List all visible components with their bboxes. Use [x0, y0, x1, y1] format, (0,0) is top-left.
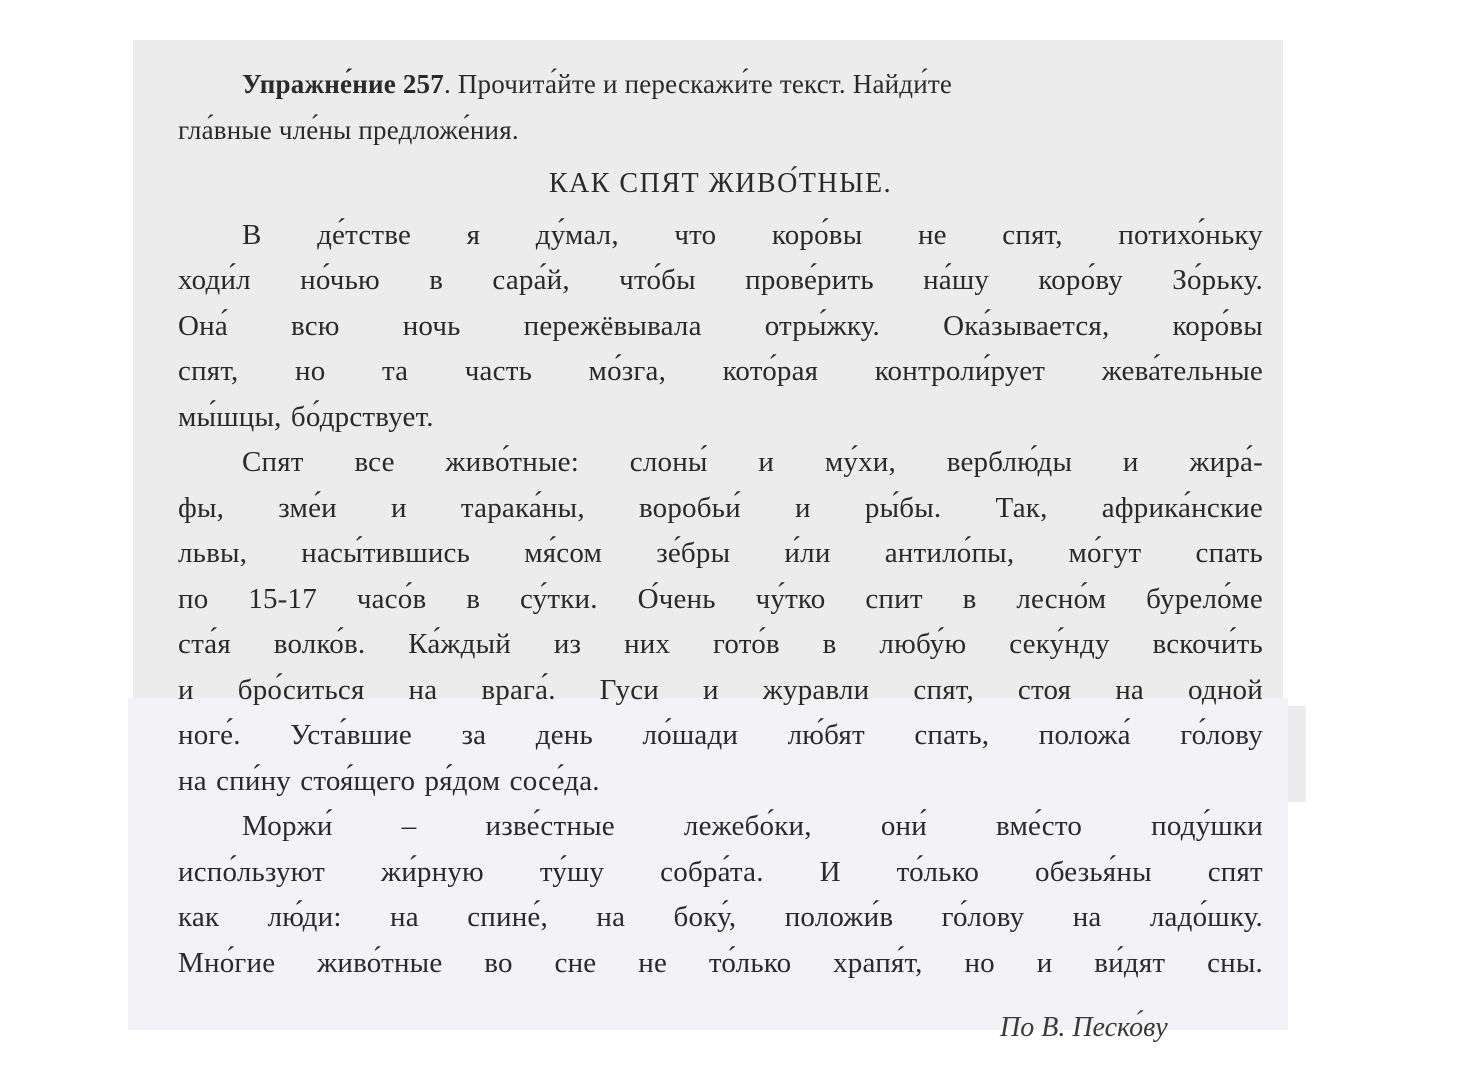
word: ту́шу — [539, 855, 605, 888]
word: спит — [865, 582, 923, 615]
word: спать, — [914, 719, 990, 751]
word: в — [822, 628, 837, 660]
word: но́чью — [300, 264, 380, 296]
word: бо́дрствует. — [290, 400, 434, 433]
word: кото́рая — [722, 355, 819, 387]
word: поду́шки — [1151, 810, 1263, 842]
word: ладо́шку. — [1149, 901, 1263, 933]
word: но — [964, 946, 995, 979]
word: лю́бят — [787, 719, 865, 751]
text-line — [178, 440, 1263, 486]
word: бурело́ме — [1146, 582, 1263, 615]
word: в — [429, 264, 444, 296]
word: волко́в. — [273, 628, 366, 660]
word: И — [819, 855, 841, 888]
text-line — [178, 895, 1263, 941]
text-title: КАК СПЯТ ЖИВО́ТНЫЕ. — [548, 168, 893, 199]
word: антило́пы, — [884, 537, 1015, 569]
word: пережёвывала — [523, 309, 702, 342]
exercise-instruction-1: . Прочита́йте и перескажи́те текст. Найди́те — [443, 69, 953, 99]
word: часть — [464, 355, 532, 387]
text-line — [178, 304, 1263, 350]
word: и — [1036, 946, 1053, 979]
word: по — [178, 582, 209, 615]
word: – — [401, 810, 417, 842]
word: верблю́ды — [946, 446, 1073, 478]
word: вме́сто — [996, 810, 1083, 842]
word: спи́ну — [216, 764, 291, 797]
word: сосе́да. — [509, 764, 600, 797]
word: зе́бры — [656, 537, 731, 569]
text-line — [178, 349, 1263, 395]
word: журавли — [762, 673, 870, 706]
word: спят, — [913, 673, 974, 706]
word: ви́дят — [1094, 946, 1166, 979]
word: храпя́т, — [833, 946, 923, 979]
word: Ка́ждый — [408, 628, 511, 660]
word: Моржи́ — [242, 810, 333, 842]
word: Зо́рьку. — [1172, 264, 1263, 296]
text-line — [178, 804, 1263, 850]
word: В — [242, 218, 262, 251]
exercise-label: Упражне́ние 257 — [242, 69, 444, 99]
word: все — [354, 446, 395, 478]
word: врага́. — [481, 673, 556, 706]
word: сне — [554, 946, 597, 979]
word: и — [795, 491, 811, 524]
word: тарака́ны, — [460, 491, 585, 524]
author-text: По В. Песко́ву — [1000, 1012, 1168, 1043]
word: и — [703, 673, 719, 706]
word: Спят — [242, 446, 304, 478]
text-line — [178, 213, 1263, 259]
word: день — [535, 719, 593, 751]
word: зме́и — [278, 491, 337, 524]
word: ночь — [402, 309, 461, 342]
word: одной — [1188, 673, 1263, 706]
word: на — [408, 673, 438, 706]
word: то́лько — [708, 946, 792, 979]
word: них — [624, 628, 671, 660]
word: 15-17 — [248, 582, 317, 615]
word: потихо́ньку — [1118, 218, 1263, 251]
word: Мно́гие — [178, 946, 276, 979]
word: воробьи́ — [638, 491, 741, 524]
word: Уста́вшие — [290, 719, 413, 751]
word: коро́вы — [1172, 309, 1263, 342]
word: Так, — [995, 491, 1048, 524]
word: спине́, — [467, 901, 548, 933]
exercise-instruction-2: гла́вные чле́ны предложе́ния. — [178, 114, 519, 145]
word: фы, — [178, 491, 225, 524]
word: обезья́ны — [1035, 855, 1152, 888]
word: жи́рную — [380, 855, 484, 888]
word: и́ли — [784, 537, 831, 569]
word: в — [466, 582, 481, 615]
word: ря́дом — [424, 764, 501, 797]
word: насы́тившись — [301, 537, 471, 569]
word: контроли́рует — [874, 355, 1046, 387]
word: любу́ю — [879, 628, 967, 660]
word: ста́я — [178, 628, 231, 660]
text-block — [178, 62, 1263, 986]
word: мя́сом — [524, 537, 603, 569]
word: спать — [1195, 537, 1263, 569]
word: как — [178, 901, 220, 933]
word: лю́ди: — [267, 901, 342, 933]
word: коро́вы — [771, 218, 863, 251]
paragraph-3 — [178, 804, 1263, 986]
word: отры́жку. — [764, 309, 881, 342]
word: секу́нду — [1009, 628, 1110, 660]
word: прове́рить — [745, 264, 874, 296]
word: испо́льзуют — [178, 855, 326, 888]
word: собра́та. — [660, 855, 764, 888]
word: гото́в — [713, 628, 780, 660]
word: Она́ — [178, 309, 228, 342]
word: мы́шцы, — [178, 400, 282, 433]
word: ло́шади — [642, 719, 739, 751]
word: положа́ — [1038, 719, 1131, 751]
word: на — [178, 764, 207, 797]
word: лежебо́ки, — [683, 810, 812, 842]
text-line — [178, 941, 1263, 987]
word: не — [638, 946, 668, 979]
word: живо́тные — [317, 946, 443, 979]
word: го́лову — [941, 901, 1025, 933]
exercise-line-2 — [178, 108, 1263, 154]
paragraph-2 — [178, 440, 1263, 804]
word: во — [484, 946, 513, 979]
word: что́бы — [619, 264, 696, 296]
word: и — [391, 491, 407, 524]
word: всю — [290, 309, 340, 342]
word: стоя́щего — [300, 764, 416, 797]
word: Ока́зывается, — [943, 309, 1110, 342]
word: положи́в — [784, 901, 894, 933]
word: сара́й, — [492, 264, 570, 296]
word: и — [758, 446, 775, 478]
word: коро́ву — [1038, 264, 1123, 296]
text-line — [178, 577, 1263, 623]
text-line — [178, 486, 1263, 532]
word: О́чень — [637, 582, 716, 615]
word: спят, — [1002, 218, 1063, 251]
word: слоны́ — [629, 446, 708, 478]
paragraph-1 — [178, 213, 1263, 441]
text-line — [178, 258, 1263, 304]
word: на́шу — [923, 264, 990, 296]
word: ду́мал, — [535, 218, 619, 251]
word: ноге́. — [178, 719, 241, 751]
word: сны. — [1207, 946, 1263, 979]
word: на — [1115, 673, 1144, 706]
word: жева́тельные — [1101, 355, 1263, 387]
word: де́тстве — [317, 218, 412, 251]
author-attribution — [1000, 1004, 1168, 1043]
word: су́тки. — [519, 582, 598, 615]
word: лесно́м — [1016, 582, 1107, 615]
word: в — [962, 582, 977, 615]
word: и — [178, 673, 194, 706]
word: жира́- — [1189, 446, 1263, 478]
word: львы, — [178, 537, 248, 569]
word: вскочи́ть — [1152, 628, 1263, 660]
exercise-line-1 — [178, 62, 1263, 108]
word: и — [1122, 446, 1139, 478]
text-line — [178, 713, 1263, 759]
word: спят, — [178, 355, 239, 387]
word: ры́бы. — [864, 491, 942, 524]
word: бро́ситься — [237, 673, 365, 706]
word: они́ — [880, 810, 927, 842]
word: мо́гут — [1068, 537, 1142, 569]
text-line — [178, 759, 1263, 805]
text-line — [178, 850, 1263, 896]
word: живо́тные: — [445, 446, 579, 478]
word: африка́нские — [1101, 491, 1263, 524]
word: на — [596, 901, 626, 933]
text-line — [178, 668, 1263, 714]
word: Гуси — [599, 673, 660, 706]
word: стоя — [1017, 673, 1072, 706]
word: из — [553, 628, 582, 660]
word: боку́, — [673, 901, 737, 933]
word: не — [917, 218, 947, 251]
word: что — [674, 218, 717, 251]
text-line — [178, 395, 1263, 441]
word: за — [461, 719, 487, 751]
word: го́лову — [1180, 719, 1263, 751]
word: на — [390, 901, 419, 933]
word: ходи́л — [178, 264, 251, 296]
word: мо́зга, — [588, 355, 667, 387]
word: чу́тко — [755, 582, 826, 615]
word: я — [466, 218, 481, 251]
word: на — [1072, 901, 1102, 933]
word: изве́стные — [485, 810, 615, 842]
word: то́лько — [896, 855, 980, 888]
exercise-header — [178, 62, 1263, 153]
word: спят — [1207, 855, 1263, 888]
text-line — [178, 531, 1263, 577]
word: му́хи, — [824, 446, 896, 478]
page-background-strip — [1288, 706, 1306, 802]
word: та — [381, 355, 409, 387]
word: часо́в — [356, 582, 427, 615]
text-line — [178, 622, 1263, 668]
word: но — [295, 355, 326, 387]
